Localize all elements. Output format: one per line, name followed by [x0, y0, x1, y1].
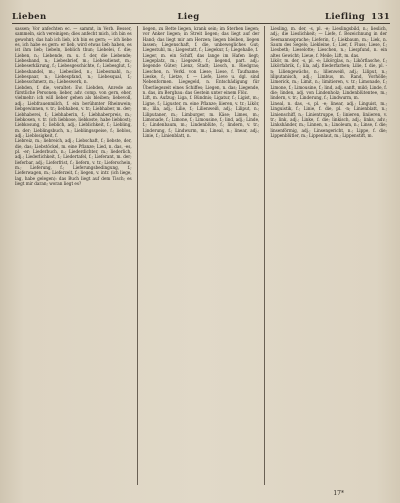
column-1 — [10, 26, 137, 485]
paragraph: sassen; Vor anfechten ec. — sammt, in Verb. Besser, sammeln, sich vereinigen; dies anfecht mich, ich bin es gewohnt; das hab ich lieb, ich bin es gern; — ich liebe es, ich habe es gern: er lieb, wird etwas lieb haben, es ist ihm lieb; liebeln, lieblich thun; Liebelei, f. die; Lieben, n.; Liebende, m. u. f. der, die Liebende; Liebesband, n.; Liebesbrief, m.; Liebesdienst, m.; Liebeserklärung, f.; Liebesgeschichte, f.; Liebesglut, f.; Liebeshandel, m.; Liebeslied, n.; Liebesmahl, n.; Liebespaar, n.; Liebespfand, n.; Liebesqual, f.; Liebesschmerz, m.; Liebeswerk, n. — [15, 26, 132, 85]
column-3 — [264, 26, 392, 485]
text-columns — [10, 26, 392, 485]
paragraph: Lieger, m. ein Schiff, das lange im Hafen liegt; Liegeplatz, m.; Liegezeit, f.; liegend, part. adj.: liegende Güter; Lienz, Stadt; Liesch, n. Riedgras; Lieschen, n. Verkl. von Liese; Liese, f. Taufname; Lieske, f.; Lietze, f. — Liefe, Lieve u. dgl. sind Nebenformen. Liegegeld, n. Entschädigung für Überliegezeit eines Schiffes; Liegen, n. das; Liegende, n. das, im Bergbau: das Gestein unter einem Flöz. — [142, 52, 260, 96]
paragraph: Liebden, f. die, veraltet: Ew. Liebden, Anrede an fürstliche Personen; lieber, adv. comp. von gern, eher, vielmehr: ich will lieber gehen als bleiben; liebevoll, adj.; Liebfrauenmilch, f. ein berühmter Rheinwein; liebgewinnen, v. tr.; liebhaben, v. tr.; Liebhaber, m. der; Liebhaberei, f.; Liebhaberin, f.; Liebhaberpreis, m.; liebkosen, v. tr. (ich liebkose, liebkoste, habe liebkost); Liebkosung, f.; lieblich, adj.; Lieblichkeit, f.; Liebling, m. der; Lieblingsbuch, n.; Lieblingsspeise, f.; lieblos, adj.; Lieblosigkeit, f. — [15, 84, 132, 138]
paragraph: liegen, zu Bette liegen, krank sein; im Sterben liegen; vor Anker liegen; in Streit liegen; das liegt auf der Hand; das liegt mir am Herzen; liegen bleiben, liegen lassen; Liegenschaft, f. die, unbewegliches Gut; Liegestuhl, m.; Liegestatt, f.; Liegekur, f.; Liegehalle, f. — [142, 26, 260, 53]
column-2 — [137, 26, 265, 485]
paragraph: Lineal, n. das, -s, pl. -e; linear, adj.; Linguist, m.; Linguistik, f.; Linie, f. die, pl. -n; Linienblatt, n.; Linienschiff, n.; Linientruppe, f.; linieren, liniieren, v. tr.; link, adj.; Linke, f. die; linkisch, adj.; links, adv.; Linkshänder, m.; Linnen, n.; Linoleum, n.; Linse, f. die; linsenförmig, adj.; Linsengericht, n.; Lippe, f. die; Lippenblütler, m.; Lippenlaut, m.; Lippenstift, m. — [270, 100, 388, 138]
signature-mark: 17* — [333, 490, 344, 497]
running-header — [12, 8, 390, 24]
paragraph: Liebreiz, m.; liebreich, adj.; Liebschaft, f.; liebste, der, die, das; Liebstöckel, m. eine Pflanze; Lied, n. das, -es, pl. -er; Liederbuch, n.; Liederdichter, m.; liederlich, adj.; Liederlichkeit, f.; Liedertafel, f.; Lieferant, m. der; lieferbar, adj.; Lieferfrist, f.; liefern, v. tr.; Lieferschein, m.; Lieferung, f.; Lieferungsbedingung, f.; Lieferwagen, m.; Lieferzeit, f.; liegen, v. intr. (ich liege, lag, habe gelegen): das Buch liegt auf dem Tisch; es liegt mir daran; woran liegt es? — [15, 138, 132, 186]
header-right: Liefling — [325, 12, 366, 22]
paragraph: Lift, m. Aufzug; Liga, f. Bündnis; Ligatur, f.; Ligist, m.; Ligne, f.; Liguster, m. eine Pflanze; liieren, v. tr.; Likör, m.; lila, adj.; Lilie, f.; Lilienweiß, adj.; Liliput, n.; Liliputaner, m.; Limburger, m. Käse; Limes, m.; Limonade, f.; Limone, f.; Limousine, f.; lind, adj.; Linde, f.; Lindenbaum, m.; Lindenblüte, f.; lindern, v. tr.; Linderung, f.; Lindwurm, m.; Lineal, n.; linear, adj.; Linie, f.; Linienblatt, n. — [142, 95, 260, 138]
header-left: Lieben — [12, 12, 47, 22]
paragraph: Likör, m. der, -s, pl. -e; Likörglas, n.; Likörflasche, f.; Likörfabrik, f.; lila, adj. fliederfarben; Lilie, f. die, pl. -n; Liliengewächs, n.; lilienweiß, adj.; Liliput, n.; liliputanisch, adj.; Limbus, m. Rand, Vorhölle; Limerick, m.; Limit, n.; limitieren, v. tr.; Limonade, f.; Limone, f.; Limousine, f.; lind, adj. sanft, mild; Linde, f. die; linden, adj. von Lindenholz; Lindenblütentee, m.; lindern, v. tr.; Linderung, f.; Lindwurm, m. — [270, 58, 388, 101]
paragraph: Liesling, m. der, -s, pl. -e; Lieslingsbild, n.; lieslich, adj.; die Lieslichkeit; — Liefe, f. Bezeichnung in der Seemannssprache; Lieferin, f.; Liekbaum, m.; Liek, n. Saum des Segels; Liekleine, f.; Lier, f. Fluss; Liese, f.; Liesbeth; Lieselotte; Lieschen, n.; Liespfund, n. ein altes Gewicht; Lieue, f. Meile; Lift, m. das. — [270, 26, 388, 58]
header-center: Lieg — [177, 12, 200, 22]
page-number: 131 — [371, 12, 391, 22]
